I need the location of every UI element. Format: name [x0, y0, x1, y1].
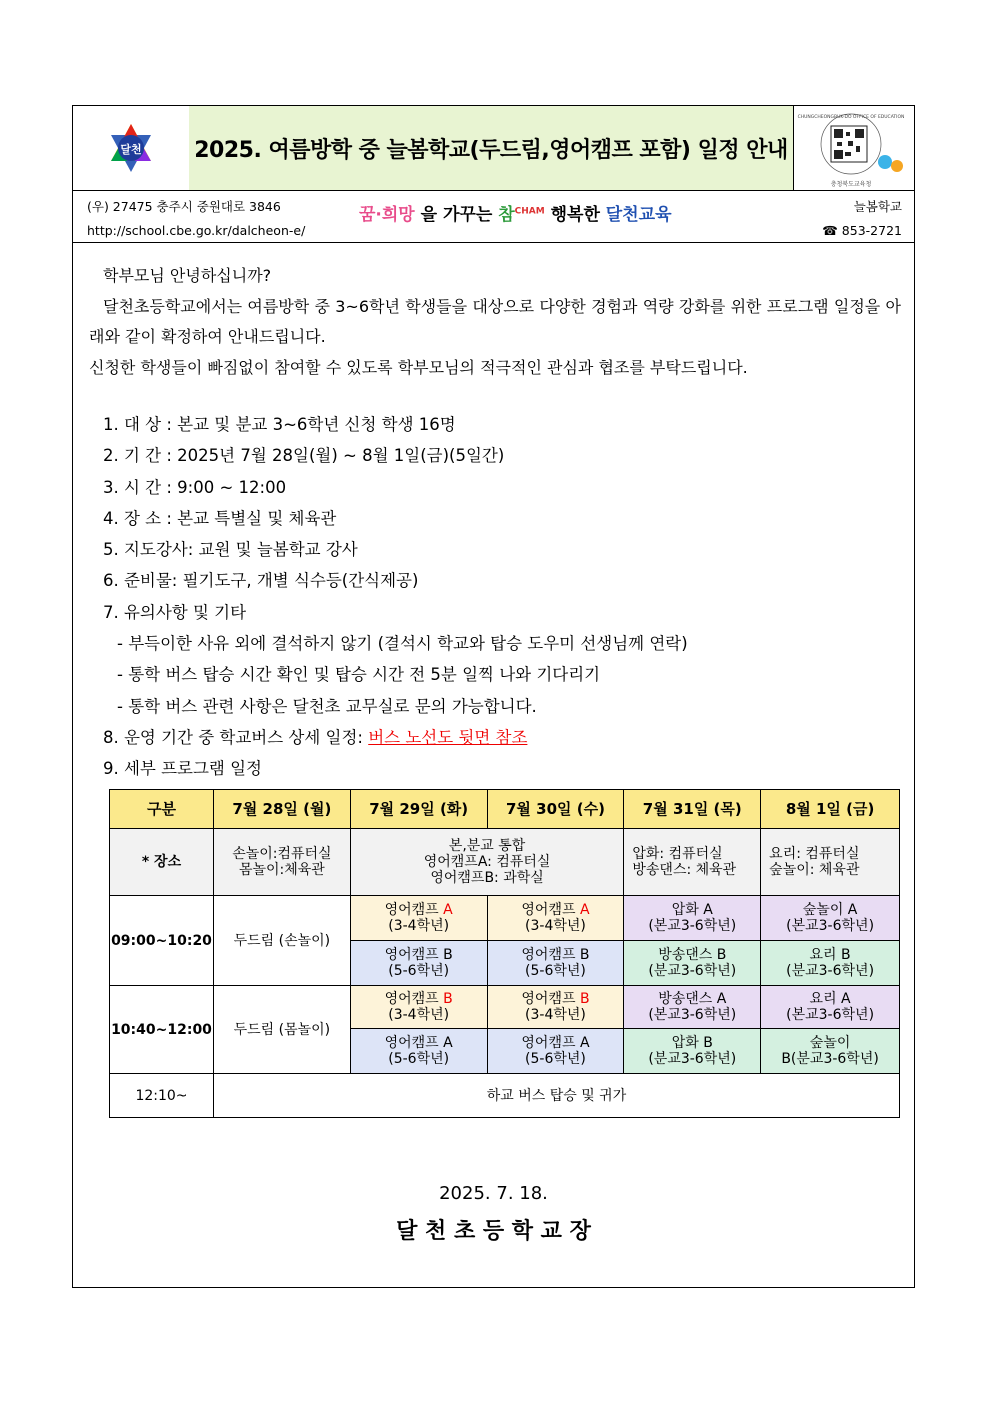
note-absence: - 부득이한 사유 외에 결석하지 않기 (결석시 학교와 탑승 도우미 선생님께 연락) — [117, 634, 688, 654]
slogan — [359, 200, 672, 225]
contact-bar — [73, 190, 914, 243]
star-emblem-icon — [73, 106, 189, 190]
item-bus: 8. 운영 기간 중 학교버스 상세 일정: 버스 노선도 뒷면 참조 — [103, 727, 528, 747]
slogan-dream: 꿈·희망 — [359, 205, 415, 225]
fri-2a: 요리 A (본교3-6학년) — [761, 986, 900, 1029]
item-target: 1. 대 상 : 본교 및 분교 3~6학년 신청 학생 16명 — [103, 415, 456, 434]
school-url[interactable]: http://school.cbe.go.kr/dalcheon-e/ — [87, 223, 306, 238]
place-mon: 손놀이:컴퓨터실 몸놀이:체육관 — [213, 829, 350, 896]
header-thu: 7월 31일 (목) — [624, 790, 761, 829]
thu-2b: 압화 B (분교3-6학년) — [624, 1029, 761, 1074]
bus-route-link[interactable]: 버스 노선도 뒷면 참조 — [368, 727, 528, 747]
document-header — [73, 106, 914, 191]
office-ring-text: CHUNGCHEONGBUK-DO OFFICE OF EDUCATION — [797, 115, 905, 120]
logo-text: 달천 — [120, 143, 142, 156]
wed-2b: 영어캠프 A (5-6학년) — [487, 1029, 624, 1074]
intro-line-2: 신청한 학생들이 빠짐없이 참여할 수 있도록 학부모님의 적극적인 관심과 협조를 부탁드립니다. — [89, 357, 748, 377]
fri-1b: 요리 B (분교3-6학년) — [761, 941, 900, 986]
address: (우) 27475 충주시 중원대로 3846 — [87, 199, 281, 214]
greeting: 학부모님 안녕하십니까? — [103, 266, 272, 285]
item-instructor: 5. 지도강사: 교원 및 늘봄학교 강사 — [103, 540, 358, 560]
thu-1b: 방송댄스 B (분교3-6학년) — [624, 941, 761, 986]
school-logo — [73, 106, 190, 190]
table-row-period2-a — [110, 986, 900, 1029]
info-list — [103, 409, 688, 785]
department: 늘봄학교 — [853, 199, 902, 214]
title-box — [189, 106, 794, 190]
place-fri: 요리: 컴퓨터실 숲놀이: 체육관 — [761, 829, 900, 896]
mon-period-2: 두드림 (몸놀이) — [213, 986, 350, 1074]
table-header-row — [110, 790, 900, 829]
note-bus-time: - 통학 버스 탑승 시간 확인 및 탑승 시간 전 5분 일찍 나와 기다리기 — [117, 665, 601, 685]
tue-2a: 영어캠프 B (3-4학년) — [350, 986, 487, 1029]
fri-2b: 숲놀이 B(분교3-6학년) — [761, 1029, 900, 1074]
slogan-edu: 달천교육 — [605, 205, 672, 225]
header-mon: 7월 28일 (월) — [213, 790, 350, 829]
item-location: 4. 장 소 : 본교 특별실 및 체육관 — [103, 508, 337, 528]
slogan-cham-en: CHAM — [514, 206, 545, 217]
tue-2b: 영어캠프 A (5-6학년) — [350, 1029, 487, 1074]
slogan-part-d: 행복한 — [544, 205, 606, 225]
place-tue-wed: 본,분교 통합 영어캠프A: 컴퓨터실 영어캠프B: 과학실 — [350, 829, 624, 896]
office-emblem — [793, 106, 914, 190]
time-period-2: 10:40~12:00 — [110, 986, 214, 1074]
table-row-place — [110, 829, 900, 896]
item-schedule: 9. 세부 프로그램 일정 — [103, 759, 262, 779]
phone-number: ☎ 853-2721 — [822, 223, 902, 238]
time-dismissal: 12:10~ — [110, 1074, 214, 1118]
item-period: 2. 기 간 : 2025년 7월 28일(월) ~ 8월 1일(금)(5일간) — [103, 446, 505, 466]
time-period-1: 09:00~10:20 — [110, 896, 214, 986]
document-title: 2025. 여름방학 중 늘봄학교(두드림,영어캠프 포함) 일정 안내 — [194, 137, 788, 163]
table-row-dismissal — [110, 1074, 900, 1118]
wed-2a: 영어캠프 B (3-4학년) — [487, 986, 624, 1029]
fri-1a: 숲놀이 A (본교3-6학년) — [761, 896, 900, 941]
wed-1b: 영어캠프 B (5-6학년) — [487, 941, 624, 986]
place-label: * 장소 — [110, 829, 214, 896]
item-supplies: 6. 준비물: 필기도구, 개별 식수등(간식제공) — [103, 571, 419, 591]
mon-period-1: 두드림 (손놀이) — [213, 896, 350, 986]
item-time: 3. 시 간 : 9:00 ~ 12:00 — [103, 477, 287, 497]
program-schedule-table — [109, 789, 900, 1118]
table-row-period1-a — [110, 896, 900, 941]
document-frame — [72, 105, 915, 1288]
tue-1a: 영어캠프 A (3-4학년) — [350, 896, 487, 941]
note-bus-inquiry: - 통학 버스 관련 사항은 달천초 교무실로 문의 가능합니다. — [117, 696, 537, 716]
slogan-part-b: 을 가꾸는 — [414, 205, 499, 225]
tue-1b: 영어캠프 B (5-6학년) — [350, 941, 487, 986]
signer: 달 천 초 등 학 교 장 — [396, 1219, 591, 1244]
header-category: 구분 — [110, 790, 214, 829]
header-wed: 7월 30일 (수) — [487, 790, 624, 829]
header-fri: 8월 1일 (금) — [761, 790, 900, 829]
thu-2a: 방송댄스 A (본교3-6학년) — [624, 986, 761, 1029]
place-thu: 압화: 컴퓨터실 방송댄스: 체육관 — [624, 829, 761, 896]
item-notes: 7. 유의사항 및 기타 — [103, 602, 247, 622]
office-caption: 충청북도교육청 — [830, 181, 872, 188]
intro-line-1: 달천초등학교에서는 여름방학 중 3~6학년 학생들을 대상으로 다양한 경험과 역량 강화를 위한 프로그램 일정을 아래와 같이 확정하여 안내드립니다. — [89, 296, 901, 346]
intro-paragraph — [89, 261, 901, 383]
qr-code-icon — [793, 106, 914, 190]
wed-1a: 영어캠프 A (3-4학년) — [487, 896, 624, 941]
dismissal-note: 하교 버스 탑승 및 귀가 — [213, 1074, 899, 1118]
header-tue: 7월 29일 (화) — [350, 790, 487, 829]
slogan-cham: 참 — [498, 205, 515, 225]
issue-date: 2025. 7. 18. — [439, 1183, 548, 1204]
thu-1a: 압화 A (본교3-6학년) — [624, 896, 761, 941]
